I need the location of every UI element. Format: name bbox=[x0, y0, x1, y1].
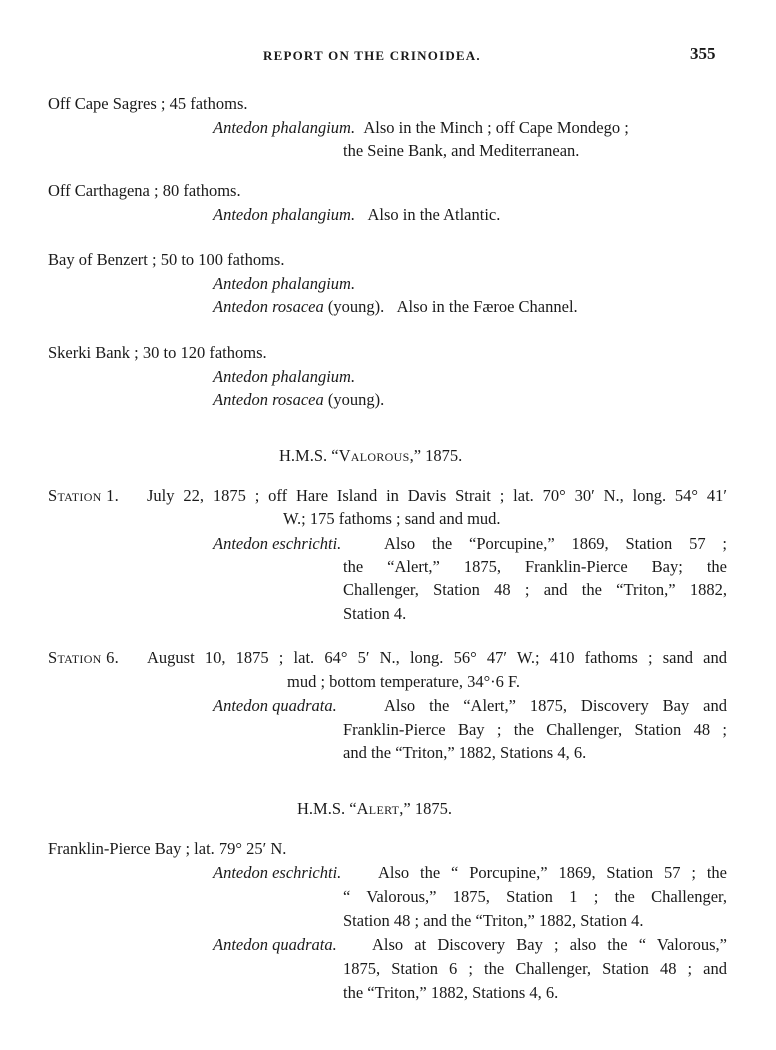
species-name: Antedon phalangium. bbox=[213, 367, 356, 386]
distribution-note: Also in the Færoe Channel. bbox=[396, 297, 578, 316]
distribution-note-continued: 1875, Station 6 ; the Challenger, Station 48 ; and bbox=[343, 959, 727, 978]
distribution-note-continued: Franklin-Pierce Bay ; the Challenger, Station 48 ; bbox=[343, 720, 727, 739]
station-label: Station 6. bbox=[48, 648, 120, 667]
species-name: Antedon quadrata. bbox=[213, 696, 337, 715]
species-qualifier: (young). bbox=[327, 297, 385, 316]
distribution-note-continued: and the “Triton,” 1882, Stations 4, 6. bbox=[343, 743, 587, 762]
page-number: 355 bbox=[690, 44, 716, 63]
species-name: Antedon phalangium. bbox=[213, 205, 356, 224]
species-entry bbox=[213, 116, 629, 140]
running-header-title: REPORT ON THE CRINOIDEA. bbox=[263, 48, 481, 63]
station-details-continued: W.; 175 fathoms ; sand and mud. bbox=[283, 509, 501, 528]
ship-name: Alert bbox=[356, 799, 400, 818]
species-entry bbox=[213, 388, 384, 412]
species-entry bbox=[213, 295, 578, 319]
station-details: July 22, 1875 ; off Hare Island in Davis Strait ; lat. 70° 30′ N., long. 54° 41′ bbox=[147, 486, 727, 505]
distribution-note-continued: Challenger, Station 48 ; and the “Triton,” 1882, bbox=[343, 580, 727, 599]
distribution-note: Also at Discovery Bay ; also the “ Valorous,” bbox=[372, 935, 727, 954]
distribution-note: Also in the Minch ; off Cape Mondego ; bbox=[363, 118, 629, 137]
species-entry bbox=[213, 203, 500, 227]
section-heading-valorous: H.M.S. “Valorous,” 1875. bbox=[279, 446, 463, 465]
distribution-note-continued: the Seine Bank, and Mediterranean. bbox=[343, 141, 580, 160]
station-details: August 10, 1875 ; lat. 64° 5′ N., long. 56° 47′ W.; 410 fathoms ; sand and bbox=[147, 648, 727, 667]
species-name: Antedon quadrata. bbox=[213, 935, 337, 954]
species-name: Antedon rosacea bbox=[213, 390, 324, 409]
location-skerki-bank: Skerki Bank ; 30 to 120 fathoms. bbox=[48, 343, 267, 362]
location-cape-sagres: Off Cape Sagres ; 45 fathoms. bbox=[48, 94, 248, 113]
species-entry bbox=[213, 272, 355, 296]
species-qualifier: (young). bbox=[327, 390, 385, 409]
distribution-note: Also in the Atlantic. bbox=[367, 205, 501, 224]
distribution-note-continued: the “Alert,” 1875, Franklin-Pierce Bay; the bbox=[343, 557, 727, 576]
location-bay-of-benzert: Bay of Benzert ; 50 to 100 fathoms. bbox=[48, 250, 285, 269]
distribution-note: Also the “ Porcupine,” 1869, Station 57 ; the bbox=[378, 863, 727, 882]
species-name: Antedon eschrichti. bbox=[213, 534, 342, 553]
species-name: Antedon phalangium. bbox=[213, 274, 356, 293]
species-name: Antedon rosacea bbox=[213, 297, 324, 316]
station-label: Station 1. bbox=[48, 486, 120, 505]
distribution-note-continued: “ Valorous,” 1875, Station 1 ; the Challenger, bbox=[343, 887, 727, 906]
distribution-note-continued: the “Triton,” 1882, Stations 4, 6. bbox=[343, 983, 559, 1002]
location-carthagena: Off Carthagena ; 80 fathoms. bbox=[48, 181, 241, 200]
distribution-note: Also the “Alert,” 1875, Discovery Bay and bbox=[384, 696, 727, 715]
distribution-note: Also the “Porcupine,” 1869, Station 57 ; bbox=[384, 534, 727, 553]
station-details-continued: mud ; bottom temperature, 34°·6 F. bbox=[287, 672, 521, 691]
location-franklin-pierce-bay: Franklin-Pierce Bay ; lat. 79° 25′ N. bbox=[48, 839, 287, 858]
species-name: Antedon eschrichti. bbox=[213, 863, 342, 882]
distribution-note-continued: Station 4. bbox=[343, 604, 407, 623]
species-name: Antedon phalangium. bbox=[213, 118, 356, 137]
distribution-note-continued: Station 48 ; and the “Triton,” 1882, Station 4. bbox=[343, 911, 644, 930]
species-entry bbox=[213, 365, 355, 389]
section-heading-alert: H.M.S. “Alert,” 1875. bbox=[297, 799, 452, 818]
ship-name: Valorous bbox=[338, 446, 410, 465]
